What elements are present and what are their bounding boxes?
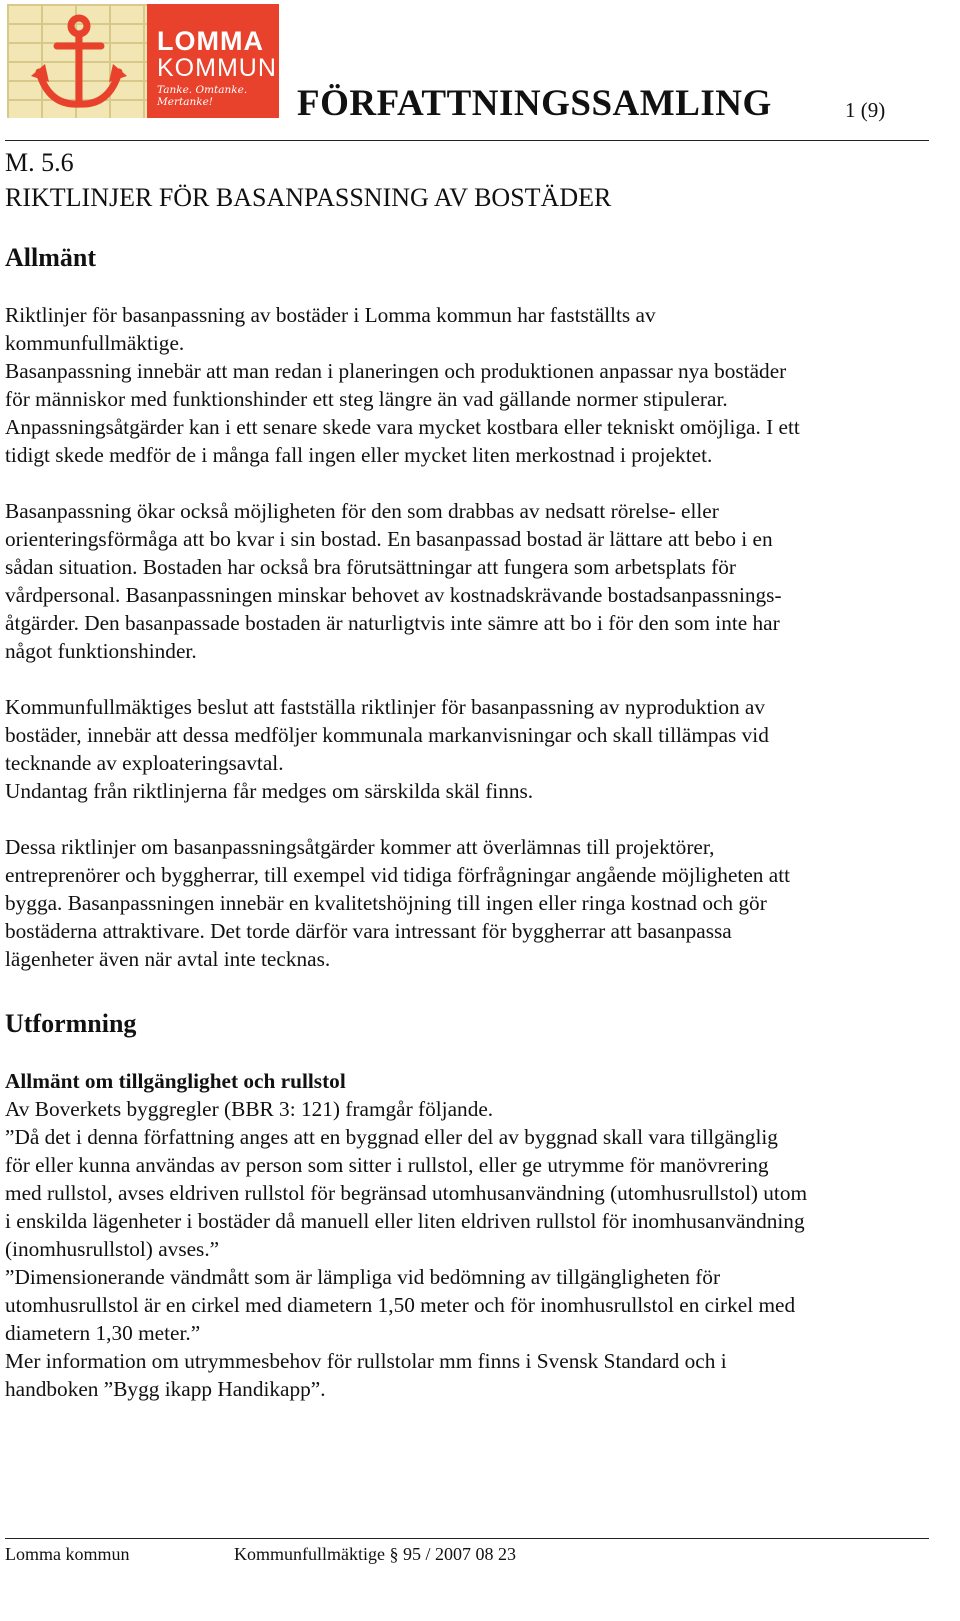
document-collection-title: FÖRFATTNINGSSAMLING [297,83,772,124]
document-title: RIKTLINJER FÖR BASANPASSNING AV BOSTÄDER [5,183,612,212]
anchor-icon [19,10,139,114]
paragraph-line: bostäderna attraktivare. Det torde därför vara intressant för byggherrar att basanpassa [5,919,732,943]
quote-line: diametern 1,30 meter.” [5,1321,201,1345]
paragraph-line: Dessa riktlinjer om basanpassningsåtgärder kommer att överlämnas till projektörer, [5,835,715,859]
lomma-kommun-logo [7,4,279,118]
quote-line: i enskilda lägenheter i bostäder då manuell eller liten eldriven rullstol för inomhusanvändning [5,1209,805,1233]
paragraph-line: vårdpersonal. Basanpassningen minskar behovet av kostnadskrävande bostadsanpassnings- [5,583,782,607]
document-code: M. 5.6 [5,148,74,177]
subsection-heading: Allmänt om tillgänglighet och rullstol [5,1069,346,1093]
footer-divider [5,1538,929,1539]
paragraph-line: bygga. Basanpassningen innebär en kvalitetshöjning till ingen eller ringa kostnad och gör [5,891,767,915]
quote-line: ”Då det i denna författning anges att en byggnad eller del av byggnad skall vara tillgänglig [5,1125,778,1149]
quote-line: ”Dimensionerande vändmått som är lämpliga vid bedömning av tillgängligheten för [5,1265,721,1289]
paragraph-line: sådan situation. Bostaden har också bra förutsättningar att fungera som arbetsplats för [5,555,736,579]
paragraph-line: bostäder, innebär att dessa medföljer kommunala markanvisningar och skall tillämpas vid [5,723,769,747]
paragraph-line: lägenheter även när avtal inte tecknas. [5,947,331,971]
paragraph-line: orienteringsförmåga att bo kvar i sin bostad. En basanpassad bostad är lättare att bebo i en [5,527,773,551]
quote-line: med rullstol, avses eldriven rullstol för begränsad utomhusanvändning (utomhusrullstol) utom [5,1181,808,1205]
paragraph-line: Riktlinjer för basanpassning av bostäder i Lomma kommun har fastställts av [5,303,656,327]
paragraph-line: tidigt skede medför de i många fall ingen eller mycket liten merkostnad i projektet. [5,443,713,467]
paragraph-line: något funktionshinder. [5,639,197,663]
quote-line: (inomhusrullstol) avses.” [5,1237,220,1261]
logo-brand-lomma: LOMMA [157,26,264,56]
paragraph-line: kommunfullmäktige. [5,331,185,355]
paragraph-line: Basanpassning ökar också möjligheten för den som drabbas av nedsatt rörelse- eller [5,499,719,523]
header-divider [5,140,929,141]
paragraph-line: entreprenörer och byggherrar, till exempel vid tidiga förfrågningar angående möjligheten att [5,863,791,887]
paragraph-line: Av Boverkets byggregler (BBR 3: 121) framgår följande. [5,1097,494,1121]
logo-tagline: Tanke. Omtanke. Mertanke! [157,84,248,108]
paragraph-line: Undantag från riktlinjerna får medges om särskilda skäl finns. [5,779,534,803]
paragraph-line: handboken ”Bygg ikapp Handikapp”. [5,1377,326,1401]
section-heading-allmant: Allmänt [5,243,96,272]
paragraph-line: Anpassningsåtgärder kan i ett senare skede vara mycket kostbara eller tekniskt omöjliga. I ett [5,415,800,439]
paragraph-line: Kommunfullmäktiges beslut att fastställa riktlinjer för basanpassning av nyproduktion av [5,695,766,719]
paragraph-line: för människor med funktionshinder ett steg längre än vad gällande normer stipulerar. [5,387,728,411]
paragraph-line: Basanpassning innebär att man redan i planeringen och produktionen anpassar nya bostäder [5,359,787,383]
paragraph-line: åtgärder. Den basanpassade bostaden är naturligtvis inte sämre att bo i för den som inte har [5,611,780,635]
footer-organization: Lomma kommun [5,1544,130,1564]
section-heading-utformning: Utformning [5,1009,137,1038]
paragraph-line: Mer information om utrymmesbehov för rullstolar mm finns i Svensk Standard och i [5,1349,727,1373]
quote-line: utomhusrullstol är en cirkel med diametern 1,50 meter och för inomhusrullstol en cirkel med [5,1293,796,1317]
paragraph-line: tecknande av exploateringsavtal. [5,751,284,775]
page-number: 1 (9) [845,98,886,122]
footer-decision-reference: Kommunfullmäktige § 95 / 2007 08 23 [234,1544,516,1564]
logo-brand-kommun: KOMMUN [157,54,277,82]
quote-line: för eller kunna användas av person som sitter i rullstol, eller ge utrymme för manövrering [5,1153,769,1177]
